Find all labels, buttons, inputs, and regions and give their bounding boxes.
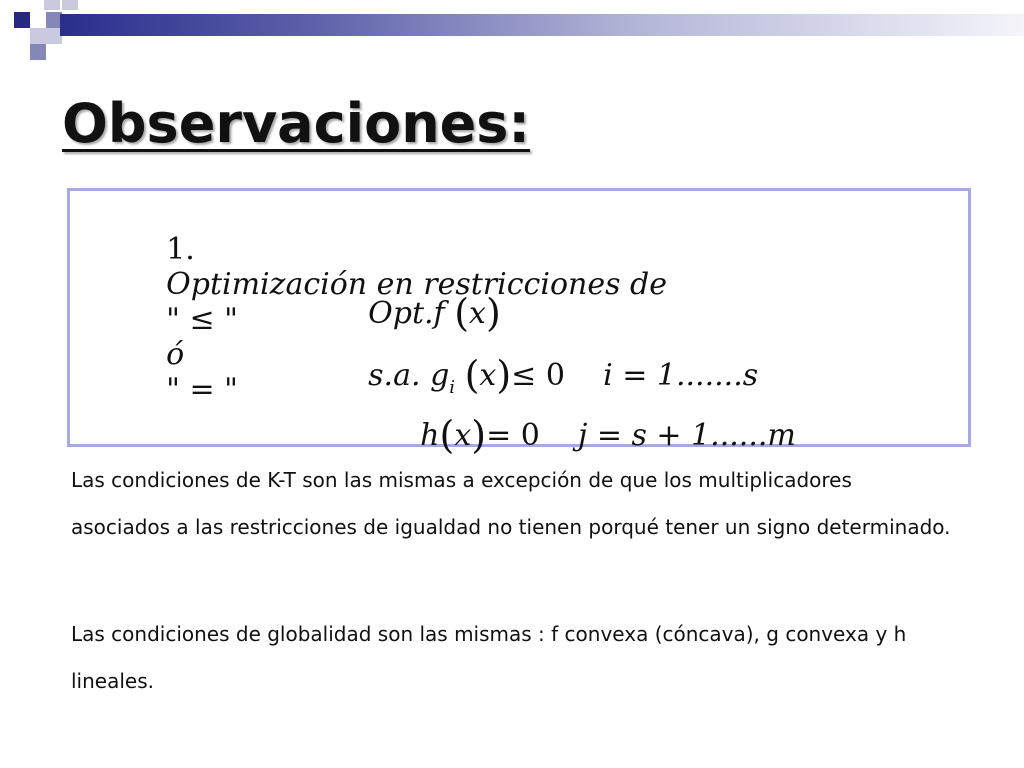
equality: = 0 — [486, 418, 540, 453]
item-number: 1. — [166, 232, 195, 267]
index-range-j: j = s + 1......m — [577, 418, 796, 453]
slide-title: Observaciones: — [62, 92, 531, 155]
header-gradient-bar — [60, 14, 1024, 36]
decor-square — [62, 0, 78, 10]
symbol-leq: " ≤ " — [166, 302, 238, 337]
paragraph-globality: Las condiciones de globalidad son las mismas : f convexa (cóncava), g convexa y h lineales. — [71, 622, 907, 693]
function-h: h — [420, 418, 440, 453]
formula-line-4: h(x)= 0 j = s + 1......m — [420, 413, 796, 457]
variable-x: x — [479, 358, 497, 393]
formula-heading: Optimización en restricciones de — [166, 267, 667, 302]
opt-label: Opt. — [368, 296, 434, 331]
inequality: ≤ 0 — [511, 358, 565, 393]
function-g: g — [430, 358, 450, 393]
subscript-i: i — [449, 377, 456, 398]
decor-square — [30, 28, 46, 44]
decor-square — [14, 12, 30, 28]
connector-o: ó — [166, 337, 185, 372]
symbol-eq: " = " — [166, 372, 238, 407]
formula-box — [67, 188, 971, 457]
paragraph-kt-conditions: Las condiciones de K-T son las mismas a excepción de que los multiplicadores asociados a las restricciones de igualdad no tienen porqué tener un signo determinado. — [71, 468, 951, 539]
variable-x: x — [469, 296, 486, 331]
decor-square — [44, 0, 60, 10]
formula-line-3: s.a. $g_i$ (x)≤ 0 i = 1.......s — [368, 353, 759, 398]
decor-square — [30, 44, 46, 60]
sa-label: s.a. — [368, 358, 421, 393]
variable-x: x — [454, 418, 472, 453]
function-f: f — [433, 296, 445, 331]
index-range-i: i = 1.......s — [603, 358, 759, 393]
formula-line-2: Opt.f (x) — [368, 291, 501, 335]
